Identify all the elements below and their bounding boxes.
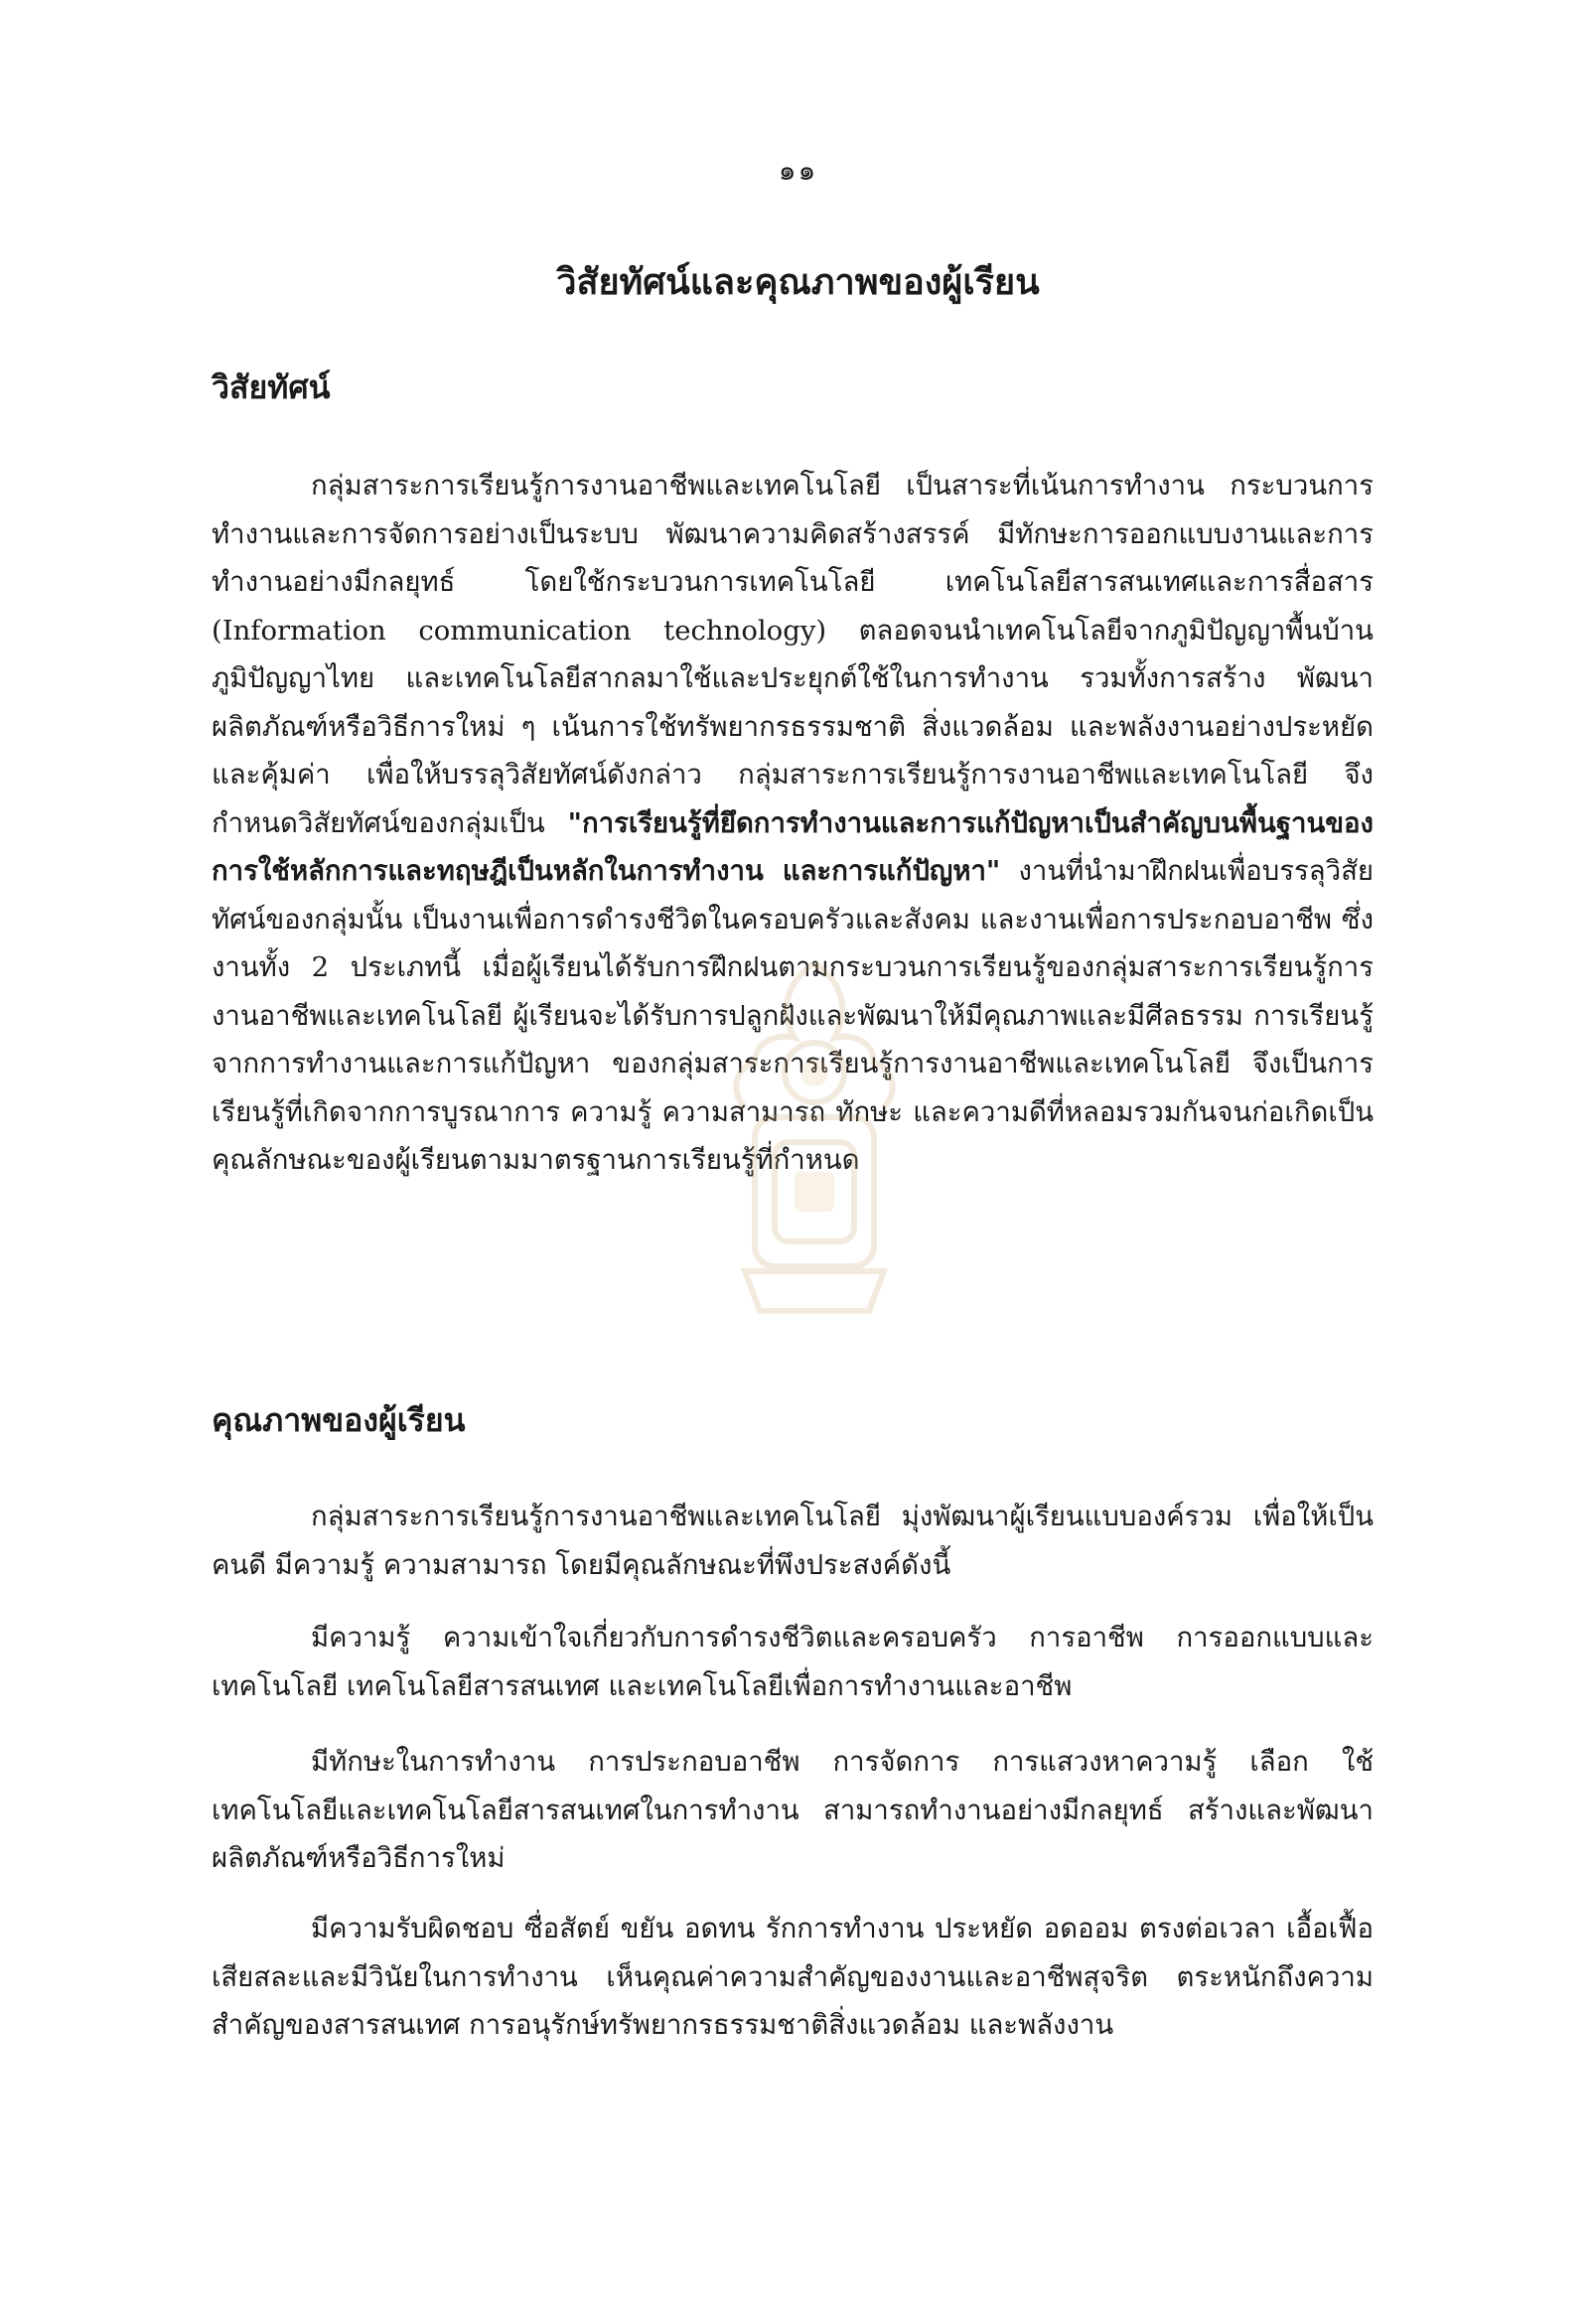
vision-text-part1: กลุ่มสาระการเรียนรู้การงานอาชีพและเทคโนโลยี เป็นสาระที่เน้นการทำงาน กระบวนการทำงานและการจัดการอย่างเป็นระบบ พัฒนาความคิดสร้างสรรค์ มีทักษะการออกแบบงานและการทำงานอย่างมีกลยุทธ์ โดยใช้กระบวนการเทคโนโลยี เทคโนโลยีสารสนเทศและการสื่อสาร (Information communication technology) ตลอดจนนำเทคโนโลยีจากภูมิปัญญาพื้นบ้าน ภูมิปัญญาไทย และเทคโนโลยีสากลมาใช้และประยุกต์ใช้ในการทำงาน รวมทั้งการสร้าง พัฒนาผลิตภัณฑ์หรือวิธีการใหม่ ๆ เน้นการใช้ทรัพยากรธรรมชาติ สิ่งแวดล้อม และพลังงานอย่างประหยัดและคุ้มค่า เพื่อให้บรรลุวิสัยทัศน์ดังกล่าว กลุ่มสาระการเรียนรู้การงานอาชีพและเทคโนโลยี จึงกำหนดวิสัยทัศน์ของกลุ่มเป็น [212,470,1374,839]
quality-paragraph-intro: กลุ่มสาระการเรียนรู้การงานอาชีพและเทคโนโลยี มุ่งพัฒนาผู้เรียนแบบองค์รวม เพื่อให้เป็นคนดี มีความรู้ ความสามารถ โดยมีคุณลักษณะที่พึงประสงค์ดังนี้ [212,1501,1374,1581]
section-heading-quality: คุณภาพของผู้เรียน [212,1401,466,1439]
page-title: วิสัยทัศน์และคุณภาพของผู้เรียน [556,261,1040,303]
quality-paragraph-knowledge: มีความรู้ ความเข้าใจเกี่ยวกับการดำรงชีวิตและครอบครัว การอาชีพ การออกแบบและเทคโนโลยี เทคโนโลยีสารสนเทศ และเทคโนโลยีเพื่อการทำงานและอาชีพ [212,1622,1374,1702]
quality-paragraph-attributes: มีความรับผิดชอบ ซื่อสัตย์ ขยัน อดทน รักการทำงาน ประหยัด อดออม ตรงต่อเวลา เอื้อเฟื้อ เสียสละและมีวินัยในการทำงาน เห็นคุณค่าความสำคัญของงานและอาชีพสุจริต ตระหนักถึงความสำคัญของสารสนเทศ การอนุรักษ์ทรัพยากรธรรมชาติสิ่งแวดล้อม และพลังงาน [212,1913,1374,2041]
section-heading-vision: วิสัยทัศน์ [212,368,331,406]
vision-paragraph [212,462,1374,1185]
vision-statement: "การเรียนรู้ที่ยึดการทำงานและการแก้ปัญหาเป็นสำคัญบนพื้นฐานของการใช้หลักการและทฤษฎีเป็นหลักในการทำงาน และการแก้ปัญหา" [212,806,1374,887]
vision-text-part2: งานที่นำมาฝึกฝนเพื่อบรรลุวิสัยทัศน์ของกลุ่มนั้น เป็นงานเพื่อการดำรงชีวิตในครอบครัวและสังคม และงานเพื่อการประกอบอาชีพ ซึ่งงานทั้ง 2 ประเภทนี้ เมื่อผู้เรียนได้รับการฝึกฝนตามกระบวนการเรียนรู้ของกลุ่มสาระการเรียนรู้การงานอาชีพและเทคโนโลยี ผู้เรียนจะได้รับการปลูกฝังและพัฒนาให้มีคุณภาพและมีศีลธรรม การเรียนรู้จากการทำงานและการแก้ปัญหา ของกลุ่มสาระการเรียนรู้การงานอาชีพและเทคโนโลยี จึงเป็นการเรียนรู้ที่เกิดจากการบูรณาการ ความรู้ ความสามารถ ทักษะ และความดีที่หลอมรวมกันจนก่อเกิดเป็นคุณลักษณะของผู้เรียนตามมาตรฐานการเรียนรู้ที่กำหนด [212,855,1374,1176]
page-number: ๑๑ [778,154,818,187]
quality-paragraph-skills: มีทักษะในการทำงาน การประกอบอาชีพ การจัดการ การแสวงหาความรู้ เลือก ใช้เทคโนโลยีและเทคโนโลยีสารสนเทศในการทำงาน สามารถทำงานอย่างมีกลยุทธ์ สร้างและพัฒนาผลิตภัณฑ์หรือวิธีการใหม่ [212,1746,1374,1874]
